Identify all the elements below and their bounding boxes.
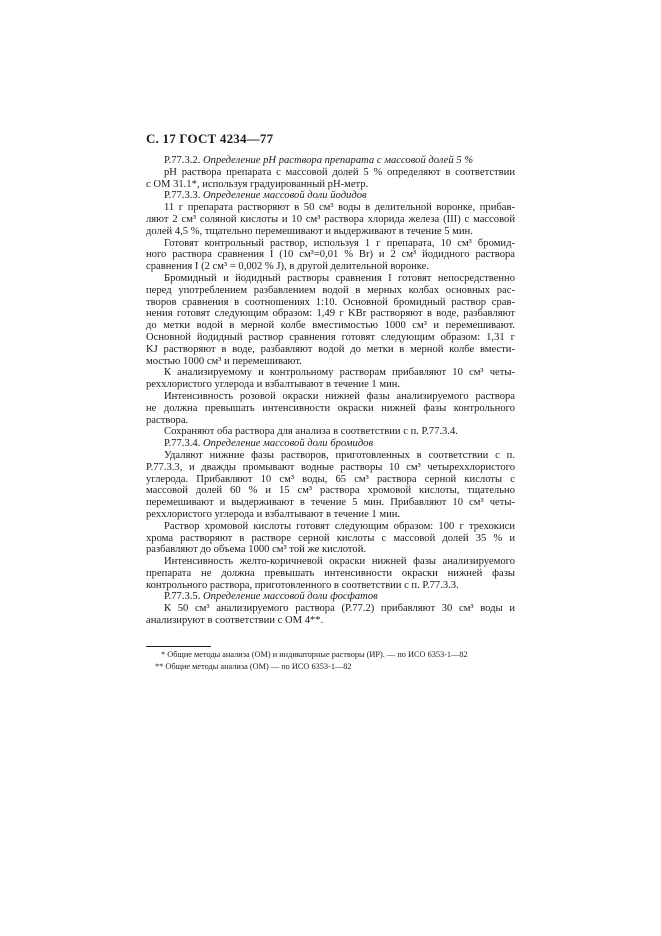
text-line <box>146 474 515 486</box>
line-text: углерода. Прибавляют 10 см³ воды, 65 см³ раствора серной кислоты с <box>146 473 515 485</box>
line-text: долей 4,5 %, тщательно перемешивают и выдерживают в течение 5 мин. <box>146 225 473 237</box>
line-text: анализируют в соответствии с ОМ 4**. <box>146 615 324 627</box>
text-line <box>146 285 515 297</box>
section-heading <box>146 438 515 450</box>
line-text: Бромидный и йодидный растворы сравнения I готовят непосредственно <box>164 272 515 284</box>
line-text: Удаляют нижние фазы растворов, приготовленных в соответствии с п. <box>164 449 515 461</box>
line-text: раствора. <box>146 414 189 426</box>
text-line <box>146 415 515 427</box>
line-text: Сохраняют оба раствора для анализа в соответствии с п. Р.77.3.4. <box>164 426 458 438</box>
line-text: реххлористого углерода и взбалтывают в течение 1 мин. <box>146 508 401 520</box>
section-heading <box>146 591 515 603</box>
text-line <box>146 344 515 356</box>
line-text: ного раствора сравнения I (10 см³=0,01 % Br) и 2 см³ йодидного раствора <box>146 249 515 261</box>
line-text: Р.77.3.5. <box>164 591 203 603</box>
text-line <box>146 179 515 191</box>
footnote-2: ** Общие методы анализа (ОМ) — по ИСО 6353-1—82 <box>155 662 352 671</box>
page-header: С. 17 ГОСТ 4234—77 <box>146 131 274 146</box>
line-text: Готовят контрольный раствор, используя 1 г препарата, 10 см³ бромид- <box>164 237 515 249</box>
section-title: Определение массовой доли бромидов <box>203 438 374 450</box>
text-line <box>146 297 515 309</box>
text-line <box>146 273 515 285</box>
text-line <box>146 485 515 497</box>
text-line <box>146 308 515 320</box>
line-text: перед употреблением разбавлением водой в мерных колбах основных рас- <box>146 284 515 296</box>
line-text: контрольного раствора, приготовленного в соответствии с п. Р.77.3.3. <box>146 579 459 591</box>
section-title: Определение массовой доли йодидов <box>203 190 367 202</box>
text-line <box>146 249 515 261</box>
text-line <box>146 497 515 509</box>
line-text: ляют 2 см³ соляной кислоты и 10 см³ раствора хлорида железа (III) с массовой <box>146 213 515 225</box>
footnote-divider <box>146 646 211 647</box>
text-line <box>146 521 515 533</box>
line-text: Раствор хромовой кислоты готовят следующим образом: 100 г трехокиси <box>164 520 515 532</box>
text-line <box>146 568 515 580</box>
line-text: pH раствора препарата с массовой долей 5 % определяют в соответствии <box>164 166 515 178</box>
line-text: KJ растворяют в воде, разбавляют водой до метки в мерной колбе вмести- <box>146 343 515 355</box>
line-text: не должна превышать интенсивности окраски нижней фазы контрольного <box>146 402 515 414</box>
text-line <box>146 391 515 403</box>
line-text: творов сравнения в соотношениях 1:10. Основной бромидный раствор срав- <box>146 296 515 308</box>
line-text: Интенсивность желто-коричневой окраски нижней фазы анализируемого <box>164 556 515 568</box>
text-line <box>146 226 515 238</box>
text-line <box>146 238 515 250</box>
section-heading <box>146 190 515 202</box>
text-line <box>146 320 515 332</box>
text-line <box>146 580 515 592</box>
line-text: мостью 1000 см³ и перемешивают. <box>146 355 302 367</box>
line-text: Основной йодидный раствор сравнения готовят следующим образом: 1,31 г <box>146 331 515 343</box>
line-text: Интенсивность розовой окраски нижней фазы анализируемого раствора <box>164 390 515 402</box>
text-line <box>146 509 515 521</box>
text-line <box>146 615 515 627</box>
section-title: Определение массовой доли фосфатов <box>203 591 378 603</box>
document-body <box>146 155 515 627</box>
text-line <box>146 403 515 415</box>
line-text: перемешивают и выдерживают в течение 5 мин. Прибавляют 10 см³ четы- <box>146 497 515 509</box>
line-text: К 50 см³ анализируемого раствора (Р.77.2) прибавляют 30 см³ воды и <box>164 603 515 615</box>
text-line <box>146 450 515 462</box>
text-line <box>146 556 515 568</box>
footnote-1: * Общие методы анализа (ОМ) и индикаторные растворы (ИР). — по ИСО 6353-1—82 <box>161 650 468 659</box>
text-line <box>146 544 515 556</box>
line-text: Р.77.3.3, и дважды промывают водные растворы 10 см³ четыреххлористого <box>146 461 515 473</box>
text-line <box>146 426 515 438</box>
text-line <box>146 356 515 368</box>
line-text: реххлористого углерода и взбалтывают в течение 1 мин. <box>146 379 401 391</box>
line-text: препарата не должна превышать интенсивности окраски нижней фазы <box>146 567 515 579</box>
text-line <box>146 462 515 474</box>
line-text: Р.77.3.2. <box>164 155 203 166</box>
text-line <box>146 379 515 391</box>
text-line <box>146 367 515 379</box>
line-text: до метки водой в мерной колбе вместимостью 1000 см³ и перемешивают. <box>146 320 515 332</box>
text-line <box>146 332 515 344</box>
line-text: Р.77.3.3. <box>164 190 203 202</box>
text-line <box>146 202 515 214</box>
line-text: сравнения I (2 см³ = 0,002 % J), в другой делительной воронке. <box>146 261 430 273</box>
line-text: К анализируемому и контрольному растворам прибавляют 10 см³ четы- <box>164 367 515 379</box>
line-text: Р.77.3.4. <box>164 438 203 450</box>
text-line <box>146 261 515 273</box>
section-heading <box>146 155 515 167</box>
line-text: с ОМ 31.1*, используя градуированный pH-метр. <box>146 178 369 190</box>
text-line <box>146 214 515 226</box>
section-title: Определение pH раствора препарата с массовой долей 5 % <box>203 155 474 166</box>
text-line <box>146 603 515 615</box>
line-text: массовой долей 60 % и 15 см³ раствора хромовой кислоты, тщательно <box>146 485 515 497</box>
text-line <box>146 167 515 179</box>
text-line <box>146 533 515 545</box>
line-text: хрома растворяют в растворе серной кислоты с массовой долей 35 % и <box>146 532 515 544</box>
line-text: нения готовят следующим образом: 1,49 г KBr растворяют в воде, разбавляют <box>146 308 515 320</box>
line-text: разбавляют до объема 1000 см³ той же кислотой. <box>146 544 367 556</box>
line-text: 11 г препарата растворяют в 50 см³ воды в делительной воронке, прибав- <box>164 202 515 214</box>
